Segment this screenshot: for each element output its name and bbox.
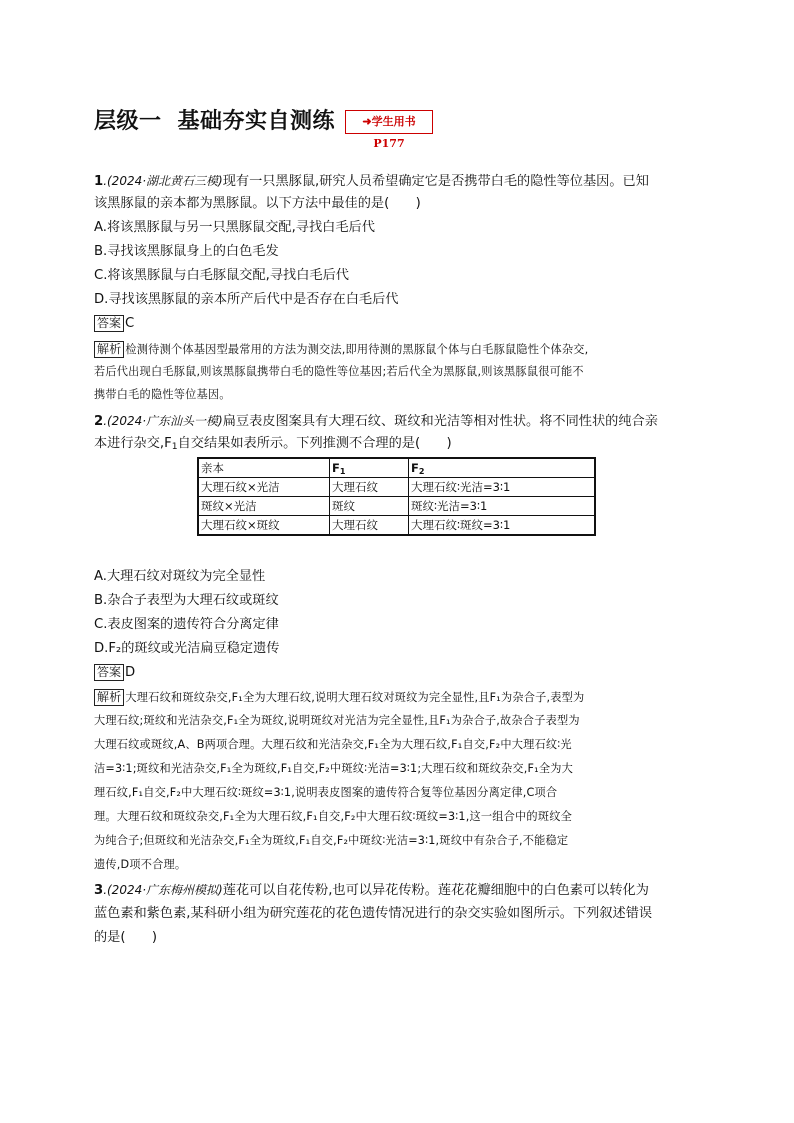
q2-analysis-line6: 理。大理石纹和斑纹杂交,F₁全为大理石纹,F₁自交,F₂中大理石纹∶斑纹=3∶1,这一组合中的斑纹全	[94, 810, 572, 823]
q2-option-c: C.表皮图案的遗传符合分离定律	[94, 617, 279, 632]
table-row	[198, 497, 595, 516]
q2-option-d: D.F₂的斑纹或光洁扁豆稳定遗传	[94, 641, 280, 656]
answer-tag: 答案	[94, 664, 124, 681]
q3-stem-line3: 的是( )	[94, 930, 158, 945]
q1-answer-value: C	[125, 316, 135, 331]
q2-stem-text1: 扁豆表皮图案具有大理石纹、斑纹和光洁等相对性状。将不同性状的纯合亲	[222, 414, 658, 429]
header-text: F	[332, 461, 340, 475]
q1-option-d: D.寻找该黑豚鼠的亲本所产后代中是否存在白毛后代	[94, 292, 399, 307]
table-header-cell	[330, 458, 409, 478]
cross-results-table	[197, 457, 596, 536]
q2-analysis-line4: 洁=3∶1;斑纹和光洁杂交,F₁全为斑纹,F₁自交,F₂中斑纹∶光洁=3∶1;大理石纹和斑纹杂交,F₁全为大	[94, 762, 574, 775]
q3-stem-text1: 莲花可以自花传粉,也可以异花传粉。莲花花瓣细胞中的白色素可以转化为	[222, 883, 649, 898]
q3-stem-line2: 蓝色素和紫色素,某科研小组为研究莲花的花色遗传情况进行的杂交实验如图所示。下列叙述错误	[94, 906, 653, 921]
q1-option-a: A.将该黑豚鼠与另一只黑豚鼠交配,寻找白毛后代	[94, 220, 375, 235]
title-level: 层级一	[94, 109, 162, 134]
q1-analysis-line3: 携带白毛的隐性等位基因。	[94, 388, 231, 401]
analysis-tag: 解析	[94, 341, 124, 358]
q2-stem-line2	[94, 435, 452, 453]
title-main: 基础夯实自测练	[177, 109, 336, 134]
q2-analysis-text1: 大理石纹和斑纹杂交,F₁全为大理石纹,说明大理石纹对斑纹为完全显性,且F₁为杂合子,表型为	[125, 691, 585, 704]
q2-stem-line1	[94, 412, 658, 431]
table-row	[198, 478, 595, 497]
q1-analysis-text1: 检测待测个体基因型最常用的方法为测交法,即用待测的黑豚鼠个体与白毛豚鼠隐性个体杂交,	[125, 343, 589, 356]
q3-number: 3	[94, 883, 104, 898]
q2-option-a: A.大理石纹对斑纹为完全显性	[94, 569, 266, 584]
q2-number: 2	[94, 414, 104, 429]
q2-analysis-line2: 大理石纹;斑纹和光洁杂交,F₁全为斑纹,说明斑纹对光洁为完全显性,且F₁为杂合子,故杂合子表型为	[94, 714, 580, 727]
table-cell: 大理石纹×光洁	[198, 478, 330, 497]
q1-stem-line1	[94, 172, 649, 191]
q2-analysis-line1	[94, 689, 584, 706]
header-sub: 2	[418, 467, 425, 476]
q1-analysis-line2: 若后代出现白毛豚鼠,则该黑豚鼠携带白毛的隐性等位基因;若后代全为黑豚鼠,则该黑豚鼠很可能不	[94, 365, 584, 378]
q1-option-c: C.将该黑豚鼠与白毛豚鼠交配,寻找白毛后代	[94, 268, 349, 283]
header-text: F	[411, 461, 419, 475]
q2-answer-value: D	[125, 665, 136, 680]
student-book-reference	[345, 110, 433, 150]
q2-answer	[94, 664, 135, 682]
table-cell: 大理石纹∶斑纹=3∶1	[409, 516, 596, 536]
q1-analysis-line1	[94, 341, 588, 358]
table-cell: 大理石纹∶光洁=3∶1	[409, 478, 596, 497]
table-cell: 斑纹	[330, 497, 409, 516]
q1-stem-line2: 该黑豚鼠的亲本都为黑豚鼠。以下方法中最佳的是( )	[94, 196, 421, 211]
q1-number: 1	[94, 174, 104, 189]
table-cell: 大理石纹	[330, 478, 409, 497]
q3-stem-line1	[94, 881, 649, 900]
q1-option-b: B.寻找该黑豚鼠身上的白色毛发	[94, 244, 279, 259]
q2-analysis-line3: 大理石纹或斑纹,A、B两项合理。大理石纹和光洁杂交,F₁全为大理石纹,F₁自交,F₂中大理石纹∶光	[94, 738, 572, 751]
q2-stem-text2b: 自交结果如表所示。下列推测不合理的是( )	[177, 436, 452, 451]
table-header-cell	[198, 458, 330, 478]
analysis-tag: 解析	[94, 689, 124, 706]
q1-answer	[94, 315, 134, 333]
answer-tag: 答案	[94, 315, 124, 332]
table-cell: 大理石纹	[330, 516, 409, 536]
header-sub: 1	[339, 467, 346, 476]
table-cell: 大理石纹×斑纹	[198, 516, 330, 536]
table-cell: 斑纹∶光洁=3∶1	[409, 497, 596, 516]
ref-label: 学生用书 P177	[371, 115, 416, 150]
section-title	[94, 104, 335, 135]
q2-analysis-line7: 为纯合子;但斑纹和光洁杂交,F₁全为斑纹,F₁自交,F₂中斑纹∶光洁=3∶1,斑纹中有杂合子,不能稳定	[94, 834, 569, 847]
table-row	[198, 516, 595, 536]
q1-source: .(2024·湖北黄石三模)	[103, 174, 223, 188]
q2-stem-text2a: 本进行杂交,F	[94, 436, 172, 451]
table-cell: 斑纹×光洁	[198, 497, 330, 516]
arrow-right-icon: ➜	[362, 115, 372, 128]
q2-source: .(2024·广东汕头一模)	[103, 414, 223, 428]
q2-option-b: B.杂合子表型为大理石纹或斑纹	[94, 593, 279, 608]
table-header-cell	[409, 458, 596, 478]
q2-analysis-line8: 遗传,D项不合理。	[94, 858, 187, 871]
q1-stem-text1: 现有一只黑豚鼠,研究人员希望确定它是否携带白毛的隐性等位基因。已知	[222, 174, 649, 189]
table-header-row	[198, 458, 595, 478]
q3-source: .(2024·广东梅州模拟)	[103, 883, 223, 897]
q2-stem-sub: 1	[171, 441, 178, 452]
header-text: 亲本	[201, 461, 224, 475]
q2-analysis-line5: 理石纹,F₁自交,F₂中大理石纹∶斑纹=3∶1,说明表皮图案的遗传符合复等位基因分离定律,C项合	[94, 786, 558, 799]
